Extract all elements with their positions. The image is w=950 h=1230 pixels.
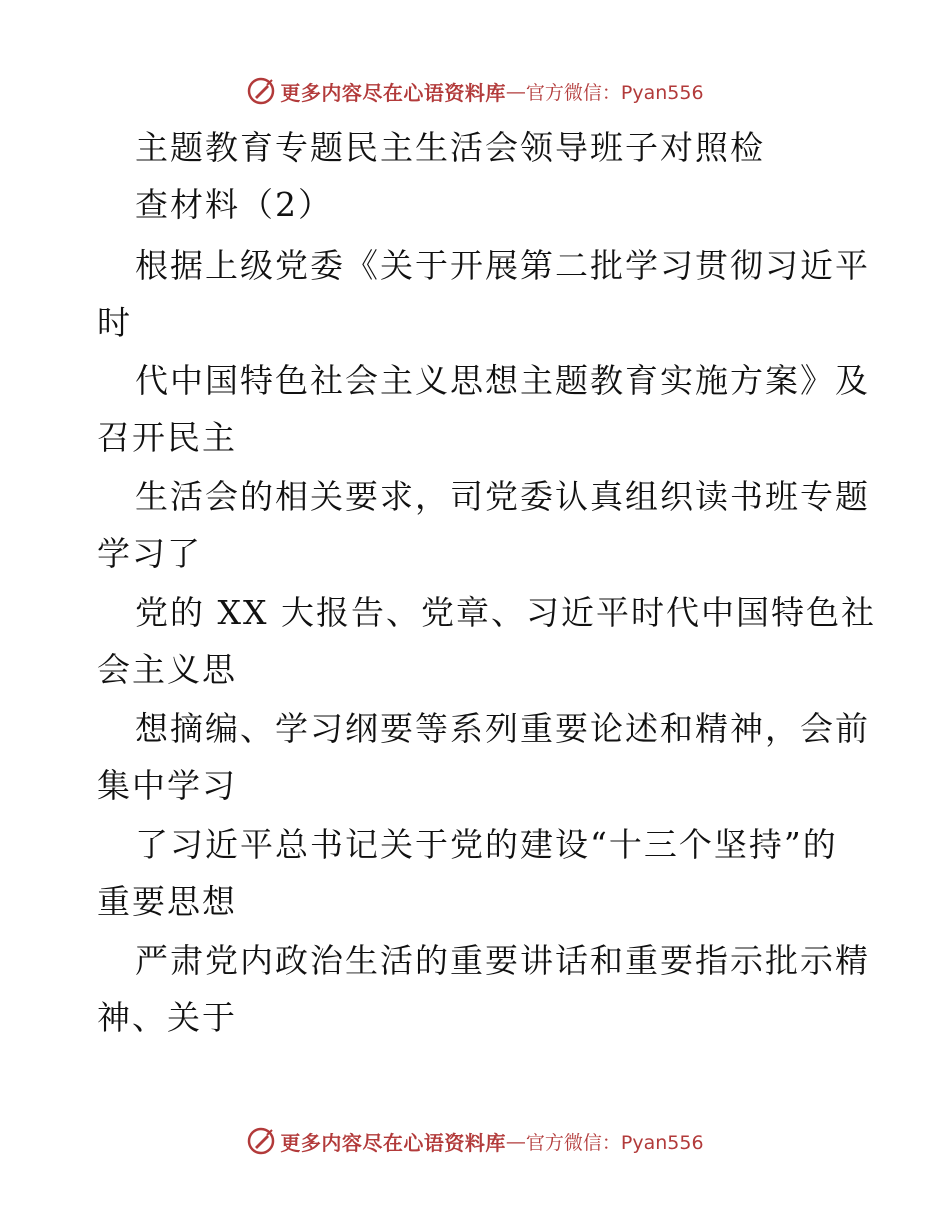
banner-main-text: 更多内容尽在心语资料库: [280, 1130, 506, 1155]
title-line-1: 主题教育专题民主生活会领导班子对照检: [135, 128, 765, 167]
body-line: 时: [97, 303, 132, 342]
banner-main-text: 更多内容尽在心语资料库: [280, 80, 506, 105]
header-banner: [0, 71, 950, 111]
body-line: 党的 XX 大报告、党章、习近平时代中国特色社: [135, 593, 876, 632]
banner-dash: —: [505, 79, 526, 103]
body-line: 严肃党内政治生活的重要讲话和重要指示批示精: [135, 941, 870, 980]
body-line: 生活会的相关要求，司党委认真组织读书班专题: [135, 477, 870, 516]
body-line: 学习了: [97, 534, 202, 573]
body-line: 重要思想: [97, 882, 237, 921]
footer-banner: [0, 1121, 950, 1161]
body-line: 神、关于: [97, 998, 237, 1037]
banner-wechat-text: 官方微信：Pyan556: [525, 1131, 704, 1154]
body-line: 会主义思: [97, 650, 237, 689]
body-line: 召开民主: [97, 418, 237, 457]
body-line: 了习近平总书记关于党的建设“十三个坚持”的: [135, 825, 838, 864]
body-line: 想摘编、学习纲要等系列重要论述和精神，会前: [135, 709, 870, 748]
body-line: 集中学习: [97, 766, 237, 805]
banner-dash: —: [505, 1129, 526, 1153]
body-line: 代中国特色社会主义思想主题教育实施方案》及: [135, 361, 870, 400]
title-line-2: 查材料（2）: [135, 185, 333, 224]
banner-wechat-text: 官方微信：Pyan556: [525, 81, 704, 104]
body-line: 根据上级党委《关于开展第二批学习贯彻习近平: [135, 246, 870, 285]
quill-pen-circle-icon: [246, 1126, 276, 1156]
quill-pen-circle-icon: [246, 76, 276, 106]
